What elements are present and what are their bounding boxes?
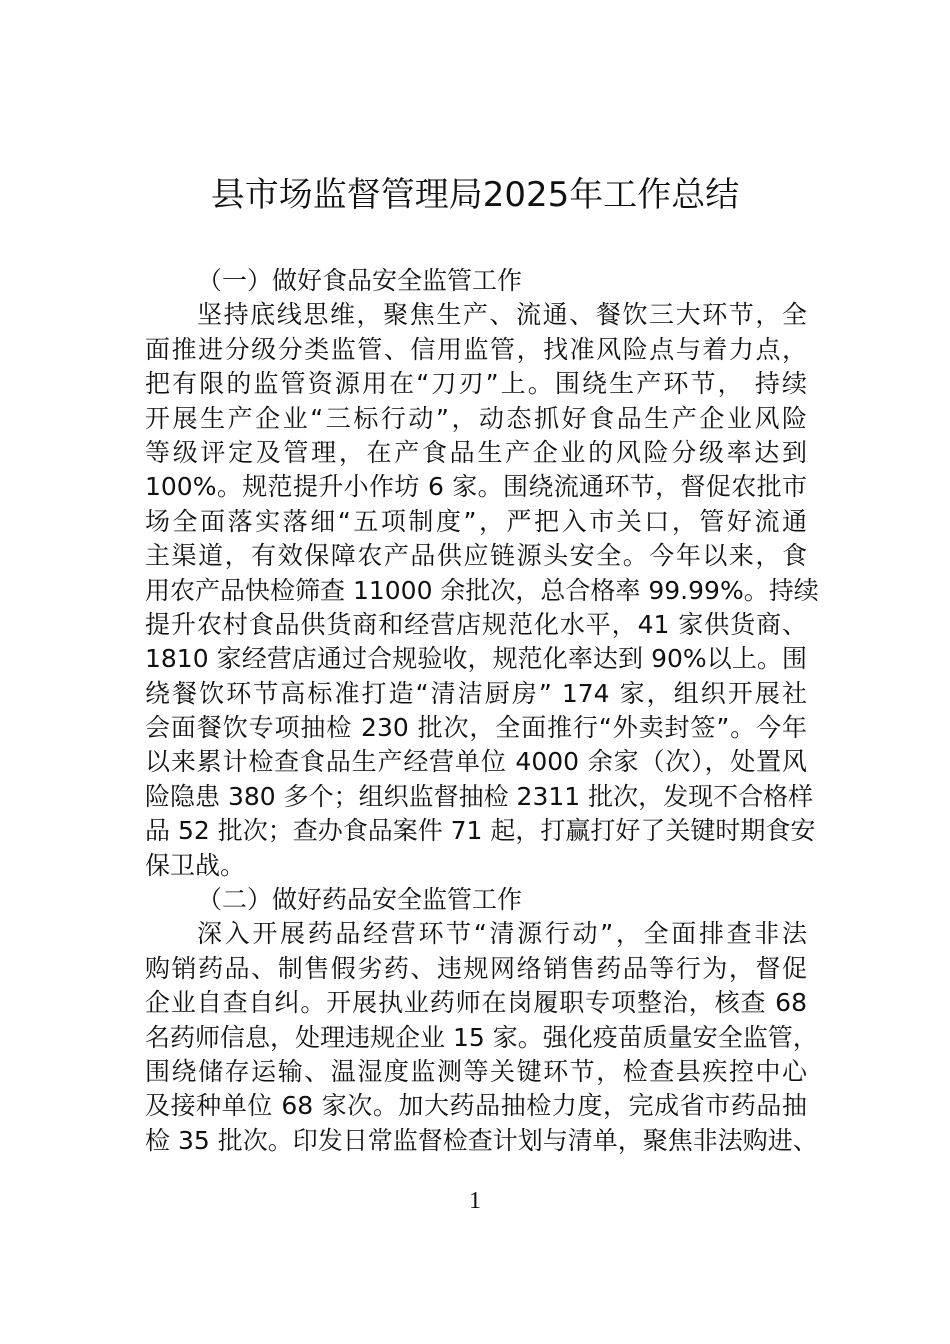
paragraph-line: 险隐患 380 多个；组织监督抽检 2311 批次，发现不合格样: [145, 781, 814, 811]
paragraph-line: 用农产品快检筛查 11000 余批次，总合格率 99.99%。持续: [145, 575, 819, 605]
section-drug-safety: [145, 917, 818, 1158]
paragraph-line: 企业自查自纠。开展执业药师在岗履职专项整治，核查 68: [145, 988, 807, 1018]
paragraph-line: 绕餐饮环节高标准打造“清洁厨房” 174 家，组织开展社: [145, 678, 807, 708]
paragraph-line: 以来累计检查食品生产经营单位 4000 余家（次），处置风: [145, 747, 807, 777]
paragraph-line: 提升农村食品供货商和经营店规范化水平，41 家供货商、: [145, 609, 807, 639]
document-title: 县市场监督管理局2025年工作总结: [210, 175, 740, 215]
section-heading: （二）做好药品安全监管工作: [197, 885, 523, 915]
document-body: [145, 264, 819, 1158]
paragraph-line: 把有限的监管资源用在“刀刃”上。围绕生产环节， 持续: [145, 369, 807, 399]
paragraph-line: 品 52 批次；查办食品案件 71 起，打赢打好了关键时期食安: [145, 816, 816, 846]
paragraph-line: 检 35 批次。印发日常监督检查计划与清单，聚焦非法购进、: [145, 1125, 818, 1155]
paragraph-line: 保卫战。: [145, 850, 246, 880]
paragraph-line: 等级评定及管理，在产食品生产企业的风险分级率达到: [145, 437, 807, 467]
paragraph-line: 100%。规范提升小作坊 6 家。围绕流通环节，督促农批市: [145, 472, 807, 502]
paragraph-line: 名药师信息，处理违规企业 15 家。强化疫苗质量安全监管，: [145, 1022, 818, 1052]
page-number: 1: [469, 1188, 481, 1214]
paragraph-line: 及接种单位 68 家次。加大药品抽检力度，完成省市药品抽: [145, 1091, 807, 1121]
paragraph-line: 开展生产企业“三标行动”，动态抓好食品生产企业风险: [145, 403, 807, 433]
paragraph-line: 1810 家经营店通过合规验收，规范化率达到 90%以上。围: [145, 644, 807, 674]
paragraph-line: 面推进分级分类监管、信用监管，找准风险点与着力点，: [145, 334, 807, 364]
paragraph-line: 购销药品、制售假劣药、违规网络销售药品等行为，督促: [145, 953, 807, 983]
paragraph-line: 会面餐饮专项抽检 230 批次，全面推行“外卖封签”。今年: [145, 713, 807, 743]
paragraph-line: 深入开展药品经营环节“清源行动”，全面排查非法: [197, 919, 807, 949]
paragraph-line: 场全面落实落细“五项制度”，严把入市关口，管好流通: [145, 506, 807, 536]
paragraph-line: 坚持底线思维，聚焦生产、流通、餐饮三大环节，全: [197, 300, 807, 330]
paragraph-line: 围绕储存运输、温湿度监测等关键环节，检查县疾控中心: [145, 1056, 807, 1086]
paragraph-line: 主渠道，有效保障农产品供应链源头安全。今年以来，食: [145, 541, 807, 571]
section-heading: （一）做好食品安全监管工作: [197, 266, 523, 295]
section-food-safety: [145, 298, 819, 883]
